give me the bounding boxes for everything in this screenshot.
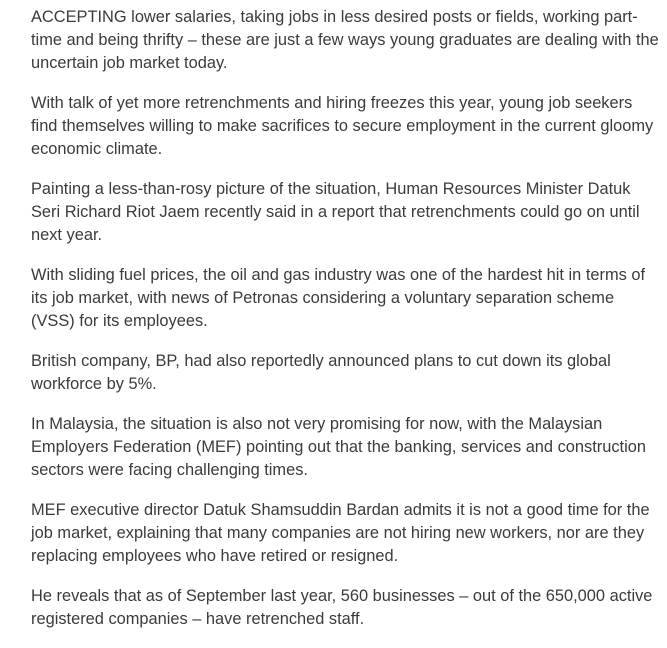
article-paragraph: With sliding fuel prices, the oil and gas industry was one of the hardest hit in terms of its job market, with news of Petronas considering a voluntary separation scheme (VSS) for its employees. bbox=[31, 266, 646, 330]
article-paragraph: ACCEPTING lower salaries, taking jobs in less desired posts or fields, working part-time and being thrifty – these are just a few ways young graduates are dealing with the uncertain job market today. bbox=[31, 8, 659, 72]
article-body bbox=[31, 6, 661, 648]
article-paragraph: In Malaysia, the situation is also not very promising for now, with the Malaysian Employers Federation (MEF) pointing out that the banking, services and construction sectors were facing challenging times. bbox=[31, 415, 646, 479]
article-paragraph: British company, BP, had also reportedly announced plans to cut down its global workforce by 5%. bbox=[31, 352, 611, 393]
article-paragraph: With talk of yet more retrenchments and hiring freezes this year, young job seekers find themselves willing to make sacrifices to secure employment in the current gloomy economic climate. bbox=[31, 94, 654, 158]
article-paragraph: Painting a less-than-rosy picture of the situation, Human Resources Minister Datuk Seri Richard Riot Jaem recently said in a report that retrenchments could go on until next year. bbox=[31, 180, 640, 244]
article-paragraph: He reveals that as of September last year, 560 businesses – out of the 650,000 active registered companies – have retrenched staff. bbox=[31, 587, 653, 628]
article-paragraph: MEF executive director Datuk Shamsuddin Bardan admits it is not a good time for the job market, explaining that many companies are not hiring new workers, nor are they replacing employees who have retired or resigned. bbox=[31, 501, 650, 565]
